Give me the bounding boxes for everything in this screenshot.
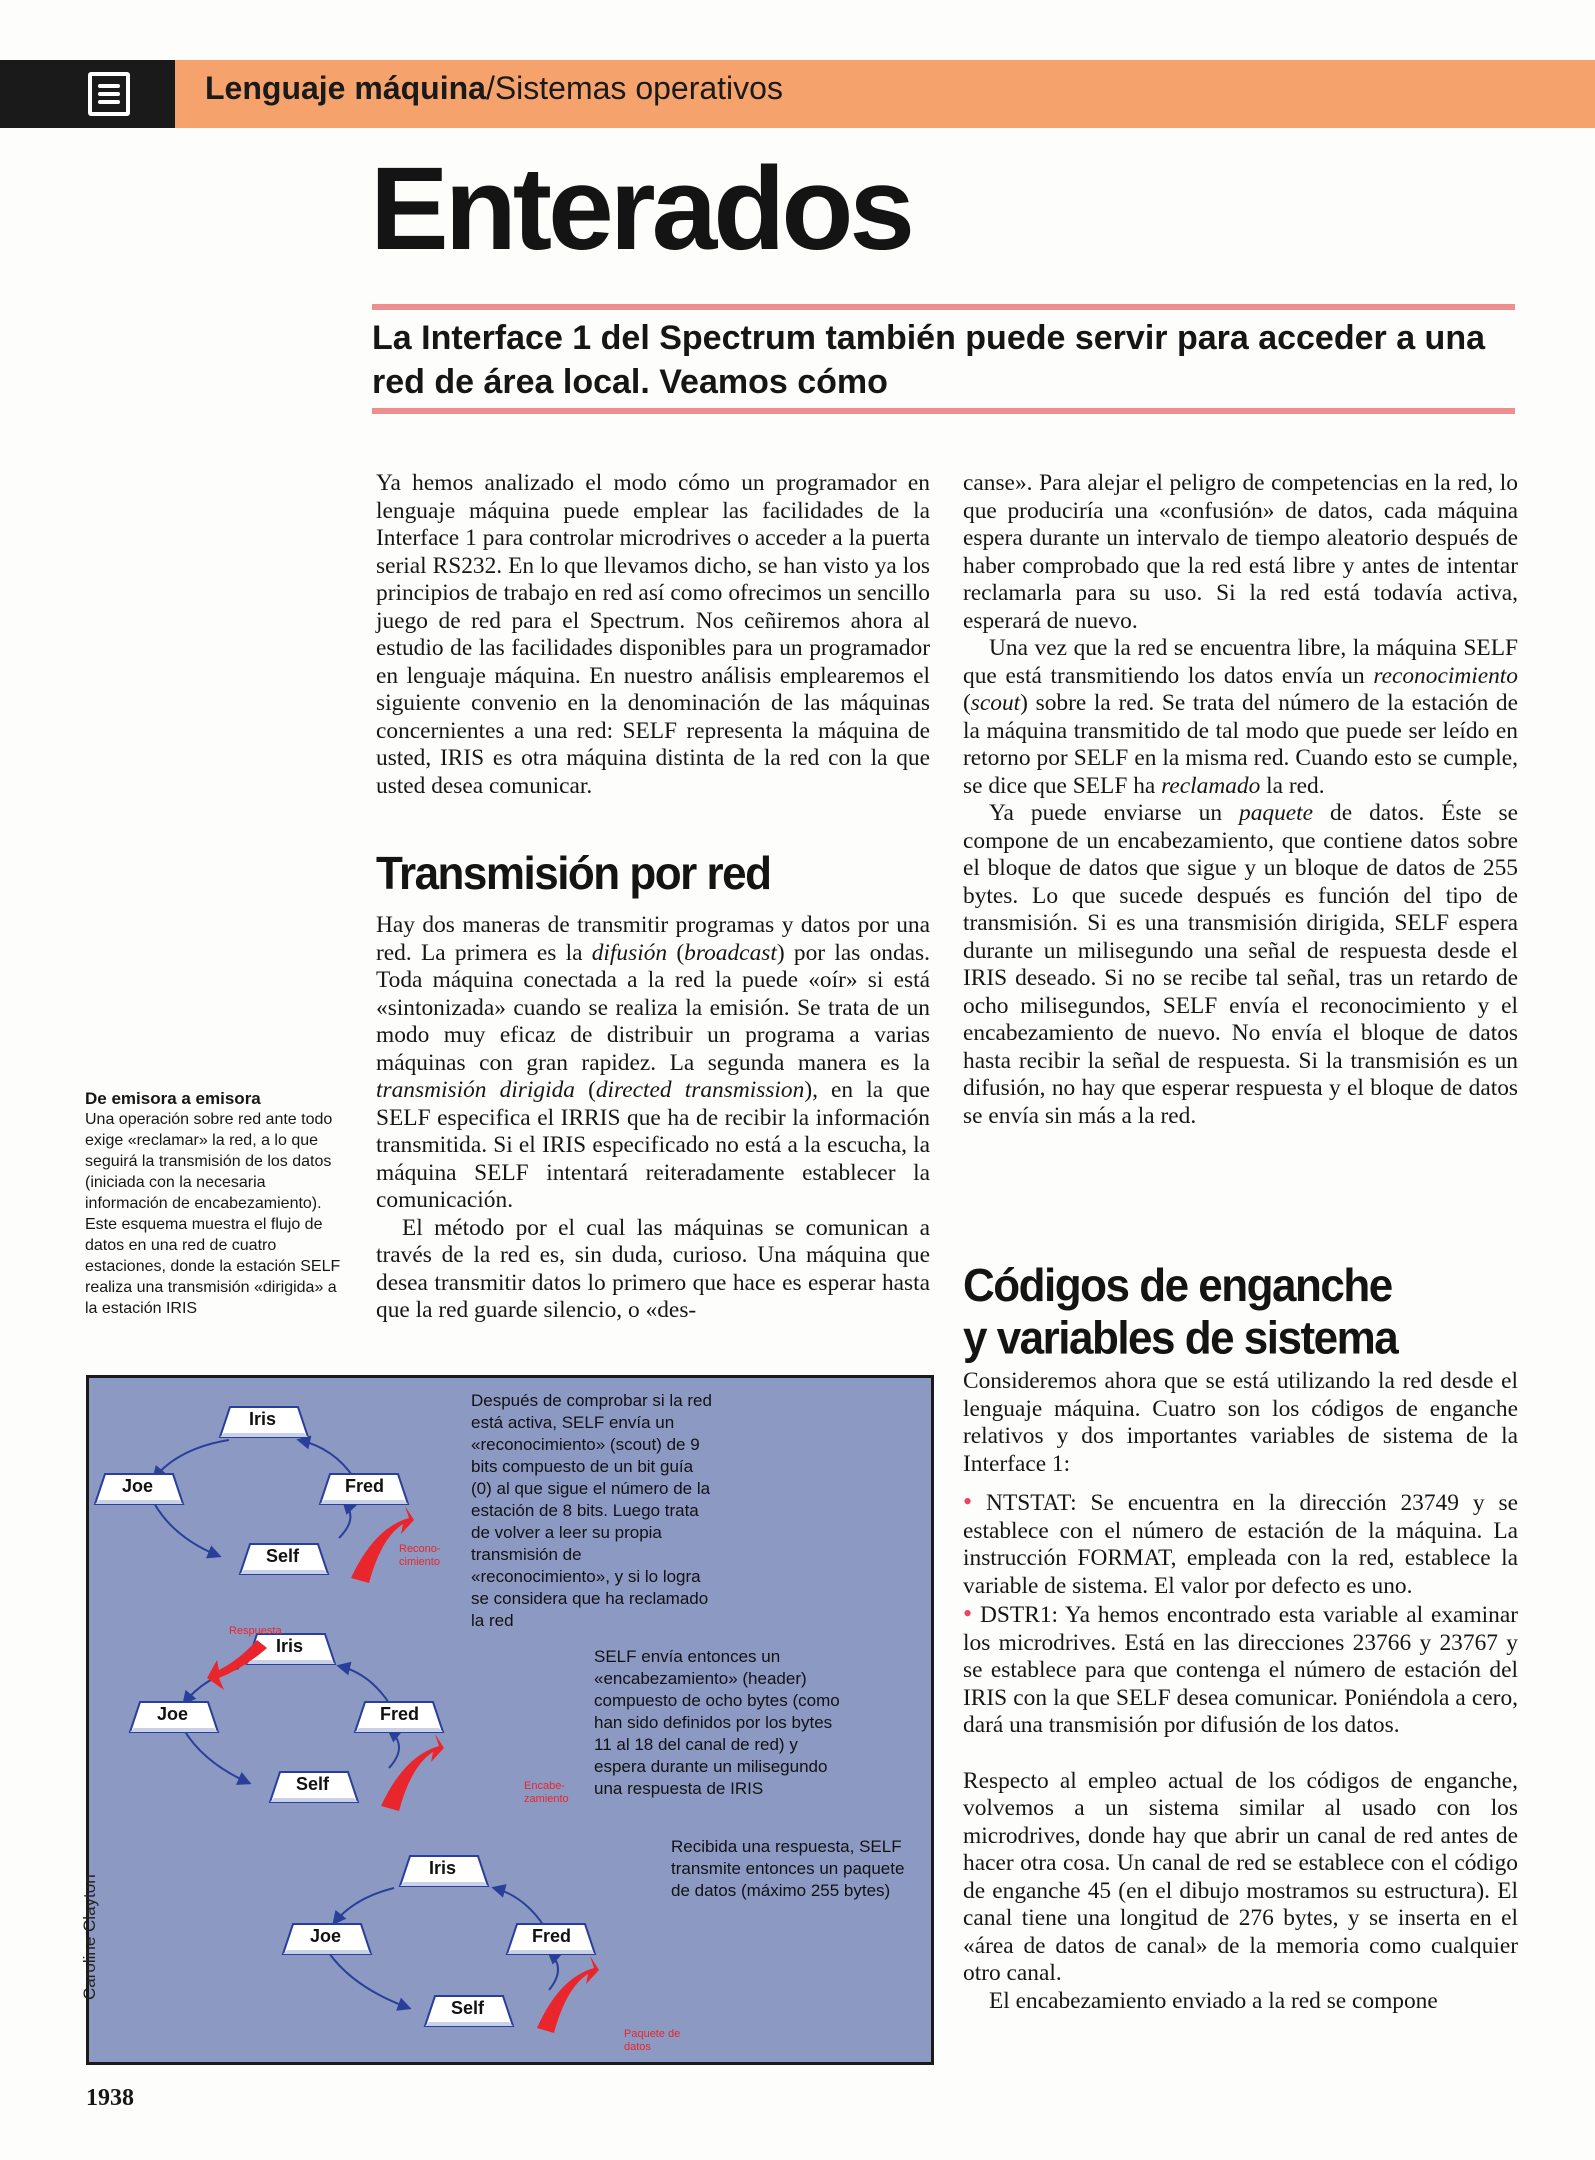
step-2-text: SELF envía entonces un «encabezamiento» (header) compuesto de ocho bytes (como han sido definidos por los bytes 11 al 18 del canal de red) y espera durante un milisegundo una respuesta de IRIS — [594, 1647, 840, 1798]
bullet-dstr1: • DSTR1: Ya hemos encontrado esta variable al examinar los microdrives. Está en las direcciones 23766 y 23767 y se establece para que contenga el número de estación del IRIS con la que SELF desea comunicar. Poniéndola a cero, dará una transmisión por difusión de los datos. — [963, 1599, 1519, 1738]
label-iris: Iris — [276, 1636, 304, 1656]
col2-paragraph-5: Respecto al empleo actual de los códigos de enganche, volvemos a un sistema similar al usado con los microdrives, donde hay que abrir un canal de red antes de hacer otra cosa. Un canal de red se establece con el código de enganche 45 (en el dibujo mostramos su estructura). El canal tiene una longitud de 276 bytes, y se inserta en el «área de datos de canal» de la memoria como cualquier otro canal. — [963, 1767, 1518, 1986]
label-joe: Joe — [122, 1476, 154, 1496]
label-self: Self — [296, 1774, 330, 1794]
heading-codigos: Códigos de enganche y variables de sistema — [963, 1260, 1398, 1364]
bullet-ntstat: • NTSTAT: Se encuentra en la dirección 23749 y se establece con el número de estación de la máquina. La instrucción FORMAT, empleada con la red, establece la variable de sistema. El valor por defecto es uno. — [963, 1487, 1518, 1599]
col2-paragraph-2: Una vez que la red se encuentra libre, la máquina SELF que está transmitiendo los datos envía un reconocimiento (scout) sobre la red. Se trata del número de la estación de la máquina transmitido de tal modo que puede ser leído en retorno por SELF en la misma red. Cuando esto se cumple, se dice que SELF ha reclamado la red. — [963, 635, 1518, 799]
illustration-credit: Caroline Clayton — [80, 1874, 99, 2000]
col2-paragraph-6: El encabezamiento enviado a la red se compone — [989, 1987, 1438, 2014]
figure-caption: De emisora a emisora Una operación sobre red ante todo exige «reclamar» la red, a lo que seguirá la transmisión de los datos (iniciada con la necesaria información de encabezamiento). Este esquema muestra el flujo de datos en una red de cuatro estaciones, donde la estación SELF realiza una transmisión «dirigida» a la estación IRIS — [85, 1089, 341, 1317]
article-title: Enterados — [370, 143, 912, 275]
col2-paragraph-1: canse». Para alejar el peligro de competencias en la red, lo que produciría una «confusión» de datos, cada máquina espera durante un intervalo de tiempo aleatorio después de haber comprobado que la red está libre y antes de intentar reclamarla para su uso. Si la red está todavía activa, esperará de nuevo. — [963, 470, 1518, 634]
label-fred: Fred — [532, 1926, 572, 1946]
col1-paragraph-3: El método por el cual las máquinas se comunican a través de la red es, sin duda, curioso. Una máquina que desea transmitir datos lo primero que hace es esperar hasta que la red guarde silencio, o «des- — [376, 1214, 930, 1323]
column-2-lower — [963, 1368, 1518, 2015]
label-iris: Iris — [249, 1409, 277, 1429]
label-fred: Fred — [345, 1476, 385, 1496]
arrow-paquete — [537, 1956, 599, 2033]
label-self: Self — [451, 1998, 485, 2018]
label-paquete: Paquete de datos — [624, 2028, 681, 2053]
column-1-lower — [376, 912, 930, 1325]
section-header: Lenguaje máquina/Sistemas operativos — [205, 70, 783, 106]
label-joe: Joe — [157, 1704, 189, 1724]
col1-paragraph-2: Hay dos maneras de transmitir programas y datos por una red. La primera es la difusión (broadcast) por las ondas. Toda máquina conectada a la red la puede «oír» si está «sintonizada» cuando se realiza la emisión. Se trata de un modo muy eficaz de distribuir un programa a varias máquinas con gran rapidez. La segunda manera es la transmisión dirigida (directed transmission), en la que SELF especifica el IRRIS que ha de recibir la información transmitida. Si el IRIS especificado no está a la escucha, la máquina SELF intentará reiteradamente establecer la comunicación. — [376, 912, 930, 1213]
step-3-text: Recibida una respuesta, SELF transmite entonces un paquete de datos (máximo 255 bytes) — [671, 1837, 905, 1900]
col2-paragraph-3: Ya puede enviarse un paquete de datos. Éste se compone de un encabezamiento, que contiene datos sobre el bloque de datos que sigue y un bloque de datos de 255 bytes. Lo que sucede después es función del tipo de transmisión. Si es una transmisión dirigida, SELF espera durante un milisegundo una señal de respuesta desde el IRIS deseado. Si no se recibe tal señal, tras un retardo de ocho milisegundos, SELF envía el reconocimiento y el encabezamiento de nuevo. No envía el bloque de datos hasta recibir la señal de respuesta. Si la transmisión es un difusión, no hay que esperar respuesta y el bloque de datos se envía sin más a la red. — [963, 800, 1518, 1129]
column-2 — [963, 470, 1518, 1130]
label-iris: Iris — [429, 1858, 457, 1878]
page-number: 1938 — [86, 2085, 134, 2111]
rule-bottom — [372, 408, 1515, 414]
label-respuesta: Respuesta — [229, 1625, 282, 1637]
rule-top — [372, 304, 1515, 310]
label-encabezamiento: Encabe-zamiento — [524, 1780, 569, 1805]
label-reconocimiento: Recono-cimiento — [399, 1543, 441, 1568]
bullet-dot-icon: • — [963, 1487, 973, 1516]
label-fred: Fred — [380, 1704, 420, 1724]
label-joe: Joe — [310, 1926, 342, 1946]
col2-paragraph-4: Consideremos ahora que se está utilizando la red desde el lenguaje máquina. Cuatro son los códigos de enganche relativos y dos importantes variables de sistema de la Interface 1: — [963, 1368, 1518, 1477]
col1-paragraph-1: Ya hemos analizado el modo cómo un programador en lenguaje máquina puede emplear las facilidades de la Interface 1 para controlar microdrives o acceder a la puerta serial RS232. En lo que llevamos dicho, se han visto ya los principios de trabajo en red así como ofrecimos un sencillo juego de red para el Spectrum. Nos ceñiremos ahora al estudio de las facilidades disponibles para un programador en lenguaje máquina. En nuestro análisis emplearemos el siguiente convenio en la denominación de las máquinas concernientes a una red: SELF representa la máquina de usted, IRIS es otra máquina distinta de la red con la que usted desea comunicar. — [376, 470, 930, 799]
microdrive-icon — [0, 60, 175, 128]
column-1 — [376, 470, 930, 800]
heading-transmision: Transmisión por red — [376, 848, 771, 900]
bullet-dot-icon: • — [963, 1599, 973, 1628]
arrow-encabezamiento — [381, 1734, 444, 1811]
network-diagram — [86, 1375, 934, 2065]
step-1-text: Después de comprobar si la red está activa, SELF envía un «reconocimiento» (scout) de 9 bits compuesto de un bit guía (0) al que sigue el número de la estación de 8 bits. Luego trata de volver a leer su propia transmisión de «reconocimiento», y si lo logra se considera que ha reclamado la red — [471, 1391, 712, 1630]
article-subtitle: La Interface 1 del Spectrum también puede servir para acceder a una red de área local. Veamos cómo — [372, 319, 1486, 401]
label-self: Self — [266, 1546, 300, 1566]
